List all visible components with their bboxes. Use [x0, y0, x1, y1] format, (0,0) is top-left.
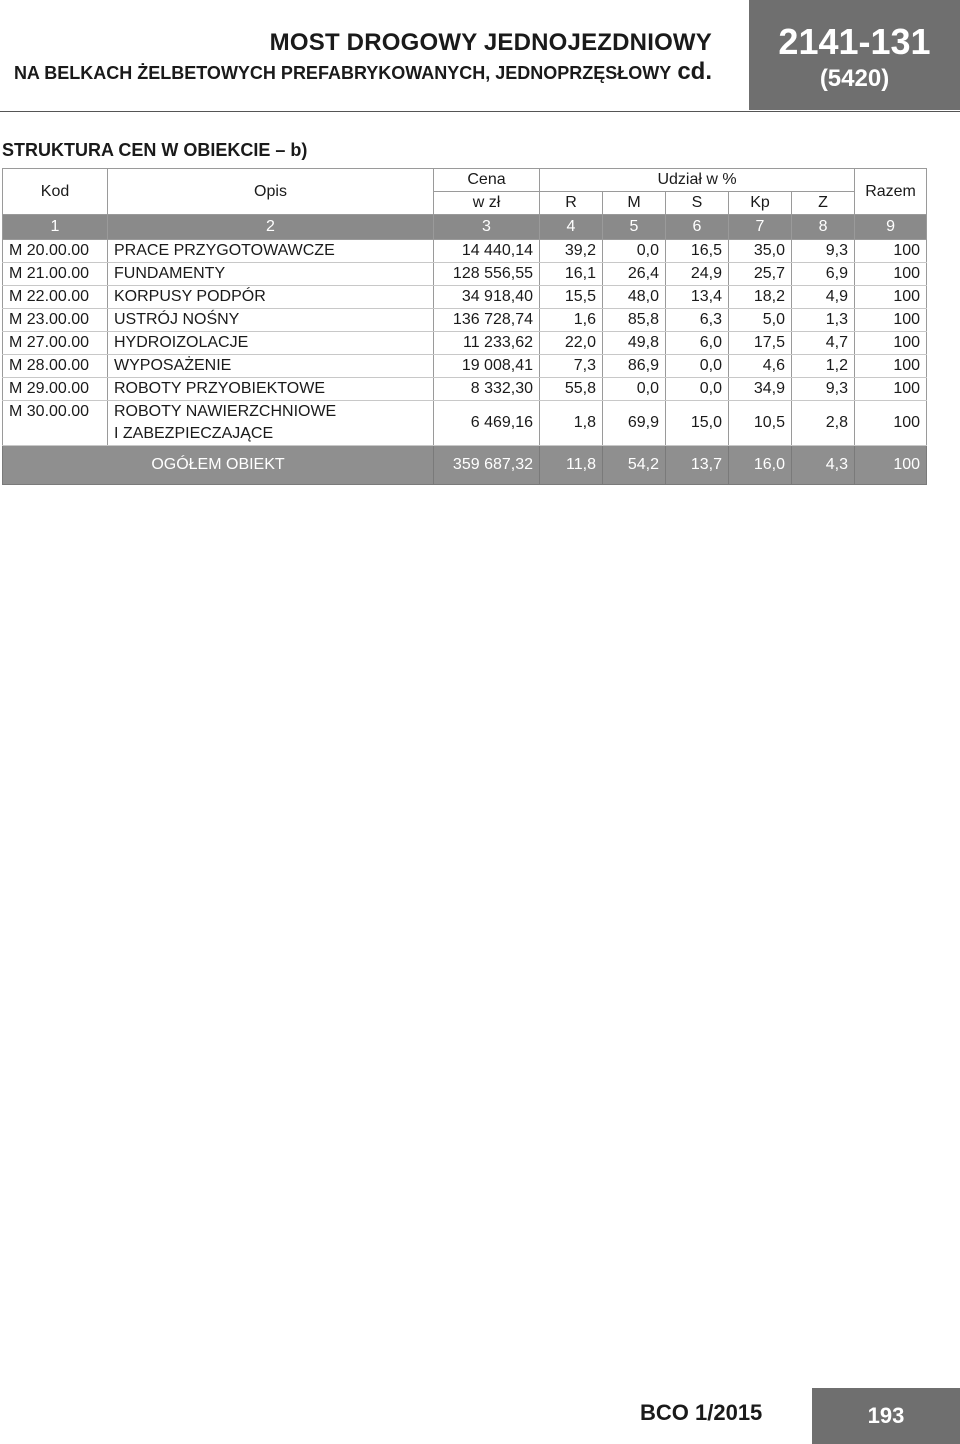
- catalog-code-box: [749, 0, 960, 110]
- cell-opis: HYDROIZOLACJE: [108, 332, 434, 355]
- document-title: [14, 28, 712, 87]
- cell-r: 7,3: [540, 355, 603, 378]
- cell-kod: M 27.00.00: [3, 332, 108, 355]
- catalog-code: 2141-131: [778, 21, 931, 62]
- col-num-6: 6: [666, 215, 729, 240]
- cell-m: 0,0: [603, 378, 666, 401]
- header-udzial: Udział w %: [540, 169, 855, 192]
- cell-cena: 8 332,30: [434, 378, 540, 401]
- cell-m: 49,8: [603, 332, 666, 355]
- cell-cena: 14 440,14: [434, 240, 540, 263]
- cell-s: 6,0: [666, 332, 729, 355]
- cell-z: 9,3: [792, 240, 855, 263]
- cell-z: 6,9: [792, 263, 855, 286]
- title-line-1: MOST DROGOWY JEDNOJEZDNIOWY: [269, 29, 712, 56]
- total-s: 13,7: [666, 446, 729, 485]
- header-kod: Kod: [3, 169, 108, 215]
- cell-kod: M 21.00.00: [3, 263, 108, 286]
- col-num-7: 7: [729, 215, 792, 240]
- total-label: OGÓŁEM OBIEKT: [3, 446, 434, 485]
- table-row: [3, 401, 927, 446]
- header-opis: Opis: [108, 169, 434, 215]
- cell-opis: USTRÓJ NOŚNY: [108, 309, 434, 332]
- section-title: STRUKTURA CEN W OBIEKCIE – b): [2, 140, 308, 160]
- cell-kp: 17,5: [729, 332, 792, 355]
- table-row: [3, 263, 927, 286]
- cell-opis-line-1: ROBOTY NAWIERZCHNIOWE: [114, 403, 337, 420]
- col-num-4: 4: [540, 215, 603, 240]
- table-row: [3, 378, 927, 401]
- cell-z: 4,7: [792, 332, 855, 355]
- page-number: 193: [812, 1388, 960, 1444]
- cell-kp: 5,0: [729, 309, 792, 332]
- header-cena: Cena: [434, 169, 540, 192]
- cell-kod: M 28.00.00: [3, 355, 108, 378]
- col-num-1: 1: [3, 215, 108, 240]
- table-row: [3, 332, 927, 355]
- col-num-5: 5: [603, 215, 666, 240]
- cell-razem: 100: [855, 355, 927, 378]
- title-suffix: cd.: [677, 58, 712, 85]
- cell-r: 1,6: [540, 309, 603, 332]
- cell-s: 6,3: [666, 309, 729, 332]
- cell-cena: 34 918,40: [434, 286, 540, 309]
- table-row: [3, 355, 927, 378]
- cell-r: 15,5: [540, 286, 603, 309]
- cell-cena: 128 556,55: [434, 263, 540, 286]
- table-row: [3, 240, 927, 263]
- header-cena-unit: w zł: [434, 192, 540, 215]
- cell-cena: 136 728,74: [434, 309, 540, 332]
- header-r: R: [540, 192, 603, 215]
- catalog-subcode: (5420): [819, 65, 890, 92]
- title-line-2: [14, 58, 712, 87]
- col-num-2: 2: [108, 215, 434, 240]
- cell-kp: 4,6: [729, 355, 792, 378]
- cell-opis: WYPOSAŻENIE: [108, 355, 434, 378]
- cell-s: 16,5: [666, 240, 729, 263]
- cell-cena: 11 233,62: [434, 332, 540, 355]
- cell-kp: 25,7: [729, 263, 792, 286]
- cell-z: 2,8: [792, 401, 855, 446]
- cell-r: 55,8: [540, 378, 603, 401]
- cell-z: 1,3: [792, 309, 855, 332]
- header-kp: Kp: [729, 192, 792, 215]
- cell-kod: M 30.00.00: [3, 401, 108, 446]
- cell-m: 69,9: [603, 401, 666, 446]
- header-m: M: [603, 192, 666, 215]
- cell-kod: M 23.00.00: [3, 309, 108, 332]
- cell-razem: 100: [855, 240, 927, 263]
- total-m: 54,2: [603, 446, 666, 485]
- table-row: [3, 286, 927, 309]
- column-number-row: [3, 215, 927, 240]
- total-kp: 16,0: [729, 446, 792, 485]
- cell-s: 24,9: [666, 263, 729, 286]
- cell-razem: 100: [855, 332, 927, 355]
- cell-kp: 10,5: [729, 401, 792, 446]
- price-structure-table: [2, 168, 927, 485]
- cell-r: 1,8: [540, 401, 603, 446]
- cell-kp: 35,0: [729, 240, 792, 263]
- cell-opis: KORPUSY PODPÓR: [108, 286, 434, 309]
- cell-z: 9,3: [792, 378, 855, 401]
- cell-kod: M 29.00.00: [3, 378, 108, 401]
- cell-s: 0,0: [666, 378, 729, 401]
- cell-z: 4,9: [792, 286, 855, 309]
- cell-cena: 6 469,16: [434, 401, 540, 446]
- cell-s: 0,0: [666, 355, 729, 378]
- cell-opis: PRACE PRZYGOTOWAWCZE: [108, 240, 434, 263]
- cell-m: 85,8: [603, 309, 666, 332]
- cell-kp: 34,9: [729, 378, 792, 401]
- header-z: Z: [792, 192, 855, 215]
- cell-razem: 100: [855, 401, 927, 446]
- header-s: S: [666, 192, 729, 215]
- cell-opis: [108, 401, 434, 446]
- cell-m: 26,4: [603, 263, 666, 286]
- total-z: 4,3: [792, 446, 855, 485]
- cell-z: 1,2: [792, 355, 855, 378]
- cell-razem: 100: [855, 309, 927, 332]
- table-row: [3, 309, 927, 332]
- cell-m: 48,0: [603, 286, 666, 309]
- cell-kod: M 22.00.00: [3, 286, 108, 309]
- total-razem: 100: [855, 446, 927, 485]
- cell-kod: M 20.00.00: [3, 240, 108, 263]
- cell-razem: 100: [855, 378, 927, 401]
- cell-r: 22,0: [540, 332, 603, 355]
- header-divider: [0, 111, 960, 112]
- cell-opis: ROBOTY PRZYOBIEKTOWE: [108, 378, 434, 401]
- title-line-2-text: NA BELKACH ŻELBETOWYCH PREFABRYKOWANYCH, JEDNOPRZĘSŁOWY: [13, 63, 672, 83]
- total-row: [3, 446, 927, 485]
- cell-r: 39,2: [540, 240, 603, 263]
- cell-cena: 19 008,41: [434, 355, 540, 378]
- cell-m: 0,0: [603, 240, 666, 263]
- cell-kp: 18,2: [729, 286, 792, 309]
- cell-opis-line-2: I ZABEZPIECZAJĄCE: [114, 425, 274, 442]
- cell-opis: FUNDAMENTY: [108, 263, 434, 286]
- col-num-9: 9: [855, 215, 927, 240]
- cell-m: 86,9: [603, 355, 666, 378]
- publication-label: BCO 1/2015: [640, 1400, 763, 1425]
- total-r: 11,8: [540, 446, 603, 485]
- cell-razem: 100: [855, 263, 927, 286]
- col-num-3: 3: [434, 215, 540, 240]
- total-cena: 359 687,32: [434, 446, 540, 485]
- cell-s: 15,0: [666, 401, 729, 446]
- cell-s: 13,4: [666, 286, 729, 309]
- cell-r: 16,1: [540, 263, 603, 286]
- header-razem: Razem: [855, 169, 927, 215]
- cell-razem: 100: [855, 286, 927, 309]
- col-num-8: 8: [792, 215, 855, 240]
